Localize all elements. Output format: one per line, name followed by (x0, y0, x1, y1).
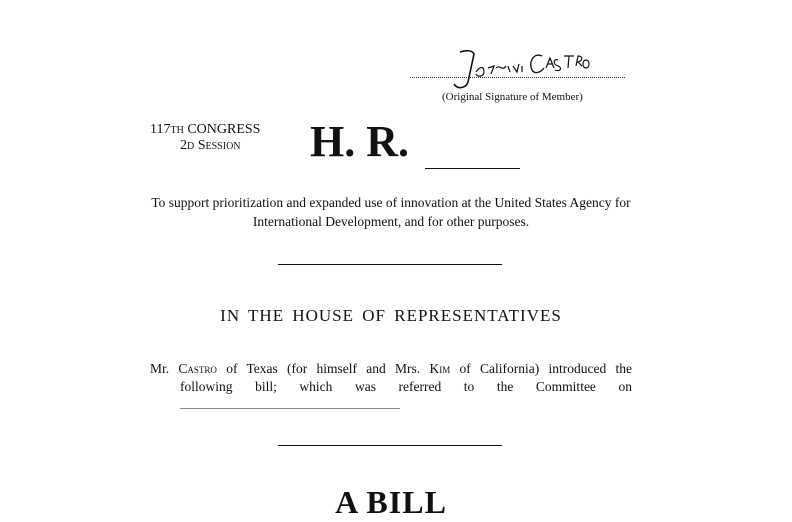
handwritten-signature (446, 46, 616, 92)
divider-rule (278, 445, 502, 446)
bill-designation: H. R. (310, 117, 409, 166)
bill-number-blank (425, 168, 520, 169)
introduction-paragraph (150, 360, 632, 396)
introduction-line-2: following bill; which was referred to the Committee on (180, 379, 632, 394)
congress-label: 117th CONGRESS (150, 122, 261, 137)
divider-rule (278, 264, 502, 265)
signature-caption: (Original Signature of Member) (442, 91, 583, 103)
committee-blank (180, 408, 400, 409)
session-label: 2d Session (180, 138, 241, 153)
signature-line (410, 77, 625, 78)
signature-block (410, 44, 625, 104)
house-heading: IN THE HOUSE OF REPRESENTATIVES (220, 306, 562, 325)
bill-heading: A BILL (335, 484, 447, 520)
bill-purpose: To support prioritization and expanded use of innovation at the United States Agency for International Development, and for other purposes. (151, 195, 631, 229)
introduction-line-1: Mr. Castro of Texas (for himself and Mrs. Kim of California) introduced the (150, 361, 632, 376)
congress-session-block (150, 122, 260, 154)
